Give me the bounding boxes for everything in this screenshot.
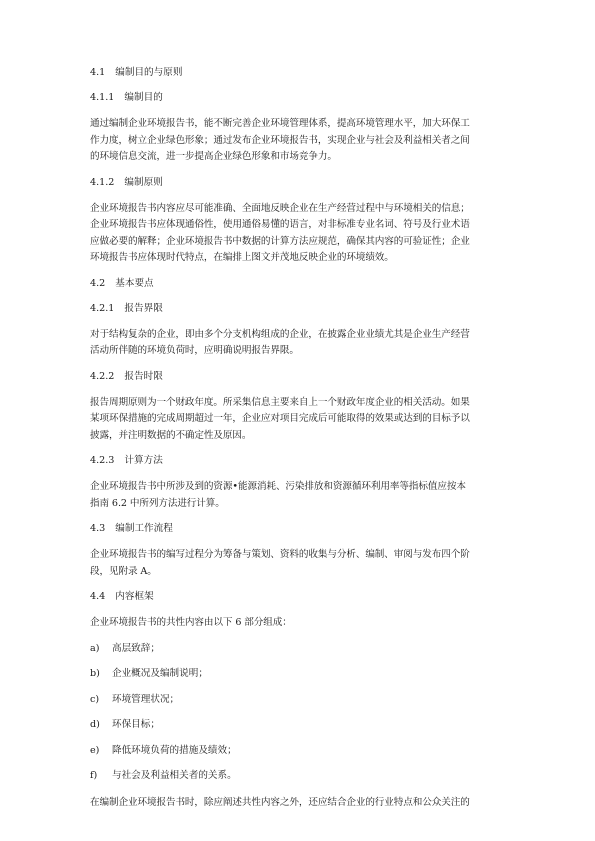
heading-4-1	[90, 66, 510, 80]
list-text: 与社会及利益相关者的关系。	[112, 770, 237, 781]
heading-4-2-3	[90, 454, 510, 468]
list-marker: e)	[90, 744, 100, 756]
heading-number: 4.3	[90, 523, 106, 534]
heading-number: 4.1.1	[90, 92, 115, 103]
paragraph-4-2-2: 报告周期原则为一个财政年度。所采集信息主要来自上一个财政年度企业的相关活动。如果 某项环保措施的完成周期超过一年，企业应对项目完成后可能取得的效果或达到的目标予以 披露，并注明数据的不确定性及原因。	[90, 396, 470, 441]
list-text: 环保目标；	[112, 719, 160, 730]
list-text: 高层致辞；	[112, 642, 160, 654]
list-marker: f)	[90, 770, 98, 781]
heading-number: 4.4	[90, 591, 106, 602]
heading-title: 编制目的与原则	[115, 67, 183, 78]
paragraph-4-3: 企业环境报告书的编写过程分为筹备与策划、资料的收集与分析、编制、审阅与发布四个阶 段，见附录 A。	[90, 549, 470, 577]
heading-title: 编制目的	[124, 92, 163, 103]
paragraph-4-2-3: 企业环境报告书中所涉及到的资源•能源消耗、污染排放和资源循环利用率等指标值应按本 指南 6.2 中所列方法进行计算。	[90, 481, 466, 509]
list-item	[90, 693, 510, 707]
heading-4-3	[90, 522, 510, 536]
document-content	[90, 66, 510, 821]
list-item	[90, 718, 510, 732]
list-marker: c)	[90, 693, 100, 705]
heading-title: 编制工作流程	[115, 523, 173, 534]
heading-title: 报告界限	[124, 302, 163, 314]
heading-title: 基本要点	[115, 277, 154, 289]
list-item	[90, 667, 510, 681]
paragraph-4-1-1: 通过编制企业环境报告书，能不断完善企业环境管理体系，提高环境管理水平，加大环保工 作力度，树立企业绿色形象；通过发布企业环境报告书，实现企业与社会及利益相关者之间 的环境信息交流，进一步提高企业绿色形象和市场竞争力。	[90, 118, 470, 162]
paragraph-4-2-1: 对于结构复杂的企业，即由多个分支机构组成的企业，在披露企业业绩尤其是企业生产经营 活动所伴随的环境负荷时，应明确说明报告界限。	[90, 328, 470, 356]
heading-4-4	[90, 590, 510, 604]
list-marker: a)	[90, 642, 100, 654]
heading-4-2-1	[90, 302, 510, 316]
heading-title: 编制原则	[124, 176, 163, 188]
heading-title: 报告时限	[124, 370, 163, 382]
heading-4-2-2	[90, 370, 510, 384]
list-text: 降低环境负荷的措施及绩效；	[112, 744, 237, 756]
paragraph-4-4: 企业环境报告书的共性内容由以下 6 部分组成：	[90, 617, 292, 628]
list-item	[90, 642, 510, 656]
heading-number: 4.2.1	[90, 302, 115, 314]
heading-number: 4.2	[90, 277, 106, 289]
heading-number: 4.2.2	[90, 370, 115, 382]
list-marker: d)	[90, 719, 100, 730]
heading-number: 4.1	[90, 67, 106, 78]
heading-title: 内容框架	[115, 591, 154, 602]
heading-4-2	[90, 277, 510, 291]
paragraph-4-4-continued: 在编制企业环境报告书时，除应阐述共性内容之外，还应结合企业的行业特点和公众关注的	[90, 796, 470, 808]
list-text: 企业概况及编制说明；	[112, 668, 208, 679]
list-item	[90, 769, 510, 783]
heading-4-1-1	[90, 91, 510, 105]
list-text: 环境管理状况；	[112, 693, 180, 705]
list-marker: b)	[90, 668, 100, 679]
paragraph-4-1-2: 企业环境报告书内容应尽可能准确、全面地反映企业在生产经营过程中与环境相关的信息； 企业环境报告书应体现通俗性，使用通俗易懂的语言，对非标准专业名词、符号及行业术语 应做必要的解释；企业环境报告书中数据的计算方法应规范，确保其内容的可验证性；企业 环境报告书应体现时代特点，在编排上图文并茂地反映企业的环境绩效。	[90, 202, 470, 263]
heading-number: 4.1.2	[90, 176, 115, 188]
heading-4-1-2	[90, 176, 510, 190]
list-item	[90, 744, 510, 758]
heading-title: 计算方法	[124, 455, 163, 466]
heading-number: 4.2.3	[90, 455, 115, 466]
